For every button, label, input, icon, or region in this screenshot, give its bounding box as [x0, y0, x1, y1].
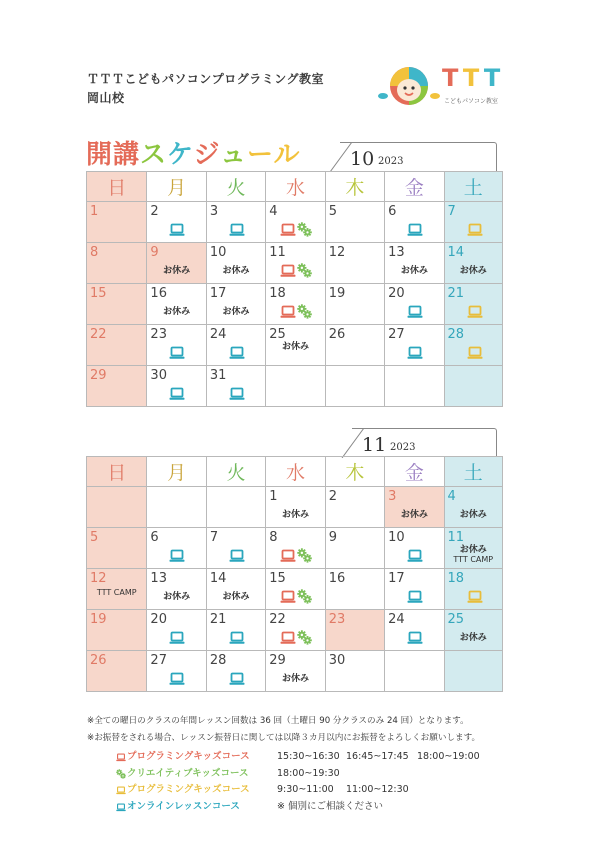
day-number: 26 [328, 327, 346, 342]
day-number: 27 [388, 327, 405, 342]
day-number: 29 [269, 653, 286, 668]
day-number: 9 [328, 530, 337, 545]
course-icons [229, 345, 246, 364]
day-number: 1 [269, 489, 278, 504]
calendar-day-cell [385, 325, 444, 366]
calendar-day-cell [266, 487, 325, 528]
day-number: 23 [150, 327, 167, 342]
day-number: 7 [447, 204, 456, 219]
laptop-icon [407, 548, 423, 567]
title-char: ー [247, 140, 274, 170]
laptop-icon [229, 548, 245, 567]
day-number: 11 [447, 530, 465, 545]
calendar-day-cell [325, 325, 384, 366]
month-header-october [340, 142, 497, 172]
day-number: 10 [388, 530, 405, 545]
course-icons [280, 222, 313, 241]
title-char: ス [140, 140, 168, 170]
calendar-day-cell [206, 569, 265, 610]
calendar-day-cell [385, 651, 444, 692]
course-icons [169, 222, 186, 241]
calendar-day-cell [206, 528, 265, 569]
weekday-header: 月 [147, 457, 206, 487]
calendar-day-cell [87, 487, 147, 528]
course-time: 9:30~11:00 [277, 784, 334, 795]
laptop-icon [229, 345, 245, 364]
day-number: 25 [447, 612, 465, 627]
closed-label: お休み [222, 266, 250, 276]
day-number: 17 [388, 571, 405, 586]
school-name [87, 70, 324, 108]
day-number: 25 [269, 327, 286, 342]
calendar-october [86, 171, 503, 407]
laptop-icon [280, 630, 296, 649]
gears-icon [297, 548, 312, 567]
laptop-icon [116, 802, 126, 812]
day-number: 2 [150, 204, 159, 219]
course-icons [467, 345, 484, 364]
calendar-day-cell [325, 366, 384, 407]
title-char: 講 [113, 140, 141, 170]
laptop-icon [407, 589, 423, 608]
day-number: 3 [388, 489, 397, 504]
calendar-day-cell [87, 651, 147, 692]
day-number: 14 [447, 245, 465, 260]
day-number: 9 [150, 245, 159, 260]
course-icons [229, 222, 246, 241]
laptop-icon [169, 222, 185, 241]
day-number: 6 [150, 530, 159, 545]
laptop-icon [407, 345, 423, 364]
calendar-day-cell [266, 325, 325, 366]
day-number: 7 [209, 530, 219, 545]
weekday-header: 日 [87, 172, 147, 202]
course-icons [280, 263, 313, 282]
calendar-day-cell [444, 284, 502, 325]
course-icons [467, 222, 484, 241]
schedule-title [86, 134, 301, 171]
title-char: ケ [167, 140, 194, 170]
closed-label: お休み [281, 674, 309, 684]
camp-label: TTT CAMP [453, 555, 494, 564]
weekday-header: 水 [266, 172, 325, 202]
day-number: 5 [328, 204, 337, 219]
laptop-icon [280, 222, 296, 241]
gears-icon [297, 630, 312, 649]
course-icons [169, 386, 186, 405]
course-icons [467, 304, 484, 323]
day-number: 13 [150, 571, 167, 586]
calendar-day-cell [87, 284, 147, 325]
course-icons [407, 222, 424, 241]
calendar-day-cell [325, 284, 384, 325]
calendar-day-cell [385, 366, 444, 407]
week-row [87, 487, 503, 528]
day-number: 16 [150, 286, 167, 301]
laptop-icon [229, 671, 245, 690]
week-row [87, 243, 503, 284]
year-label: 2023 [390, 442, 416, 453]
calendar-day-cell [266, 528, 325, 569]
month-number: 10 [350, 148, 375, 170]
notes [87, 713, 547, 747]
course-time: ※ 個別にご相談ください [277, 800, 383, 812]
closed-label: お休み [222, 592, 250, 602]
year-label: 2023 [378, 156, 404, 167]
calendar-day-cell [147, 284, 206, 325]
calendar-day-cell [206, 610, 265, 651]
calendar-day-cell [87, 366, 147, 407]
laptop-icon [467, 304, 483, 323]
calendar-day-cell [325, 243, 384, 284]
day-number: 1 [90, 204, 99, 219]
closed-label: お休み [163, 266, 191, 276]
day-number: 18 [269, 286, 286, 301]
calendar-day-cell [87, 610, 147, 651]
title-char: ジ [193, 140, 221, 170]
calendar-day-cell [385, 487, 444, 528]
weekday-header-row [87, 172, 503, 202]
day-number: 6 [388, 204, 397, 219]
calendar-day-cell [385, 528, 444, 569]
calendar-day-cell [385, 202, 444, 243]
calendar-november [86, 456, 503, 692]
logo-letter: T [483, 64, 505, 92]
week-row [87, 569, 503, 610]
laptop-icon [169, 345, 185, 364]
day-number: 27 [150, 653, 167, 668]
closed-label: お休み [163, 592, 191, 602]
laptop-icon [169, 386, 185, 405]
calendar-day-cell [444, 202, 502, 243]
laptop-icon [116, 752, 126, 762]
day-number: 24 [388, 612, 405, 627]
course-icons [169, 671, 186, 690]
day-number: 30 [150, 368, 167, 383]
course-icons [169, 630, 186, 649]
laptop-icon [467, 345, 483, 364]
note-line: ※全ての曜日のクラスの年間レッスン回数は 36 回（土曜日 90 分クラスのみ 24 回）となります。 [87, 716, 469, 726]
laptop-icon [116, 785, 126, 795]
calendar-day-cell [325, 487, 384, 528]
day-number: 4 [447, 489, 456, 504]
calendar-day-cell [266, 202, 325, 243]
laptop-icon [280, 589, 296, 608]
title-char: 開 [86, 140, 114, 170]
day-number: 13 [388, 245, 405, 260]
course-icons [407, 304, 424, 323]
day-number: 15 [269, 571, 286, 586]
course-icons [169, 345, 186, 364]
day-number: 20 [150, 612, 167, 627]
week-row [87, 528, 503, 569]
note-line: ※お振替をされる場合、レッスン振替日に関しては以降３カ月以内にお振替をよろしくお願いします。 [87, 733, 481, 743]
calendar-day-cell [87, 243, 147, 284]
weekday-header: 水 [266, 457, 325, 487]
day-number: 10 [209, 245, 227, 260]
laptop-icon [467, 589, 483, 608]
day-number: 17 [209, 286, 227, 301]
course-name: プログラミングキッズコース [127, 784, 250, 795]
day-number: 8 [90, 245, 99, 260]
course-icons [229, 630, 246, 649]
laptop-icon [280, 304, 296, 323]
laptop-icon [280, 263, 296, 282]
calendar-day-cell [266, 243, 325, 284]
day-number: 28 [447, 327, 465, 342]
calendar-day-cell [206, 325, 265, 366]
weekday-header: 金 [385, 457, 444, 487]
calendar-day-cell [147, 569, 206, 610]
course-icons [280, 548, 313, 567]
closed-label: お休み [459, 266, 487, 276]
week-row [87, 651, 503, 692]
day-number: 23 [328, 612, 346, 627]
laptop-icon [280, 548, 296, 567]
day-number: 28 [209, 653, 227, 668]
calendar-day-cell [325, 202, 384, 243]
weekday-header: 火 [206, 172, 265, 202]
calendar-day-cell [206, 487, 265, 528]
calendar-day-cell [444, 528, 502, 569]
calendar-day-cell [325, 569, 384, 610]
course-icons [280, 304, 313, 323]
week-row [87, 610, 503, 651]
weekday-header: 土 [444, 172, 502, 202]
laptop-icon [169, 630, 185, 649]
day-number: 5 [90, 530, 99, 545]
calendar-day-cell [266, 651, 325, 692]
day-number: 11 [269, 245, 286, 260]
day-number: 19 [90, 612, 107, 627]
calendar-day-cell [385, 243, 444, 284]
day-number: 26 [90, 653, 107, 668]
weekday-header: 日 [87, 457, 147, 487]
weekday-header: 土 [444, 457, 502, 487]
course-icons [229, 548, 246, 567]
calendar-day-cell [147, 487, 206, 528]
week-row [87, 325, 503, 366]
calendar-day-cell [206, 651, 265, 692]
closed-label: お休み [459, 545, 487, 555]
course-icons [280, 589, 313, 608]
calendar-day-cell [385, 569, 444, 610]
calendar-day-cell [444, 325, 502, 366]
calendar-day-cell [385, 610, 444, 651]
calendar-day-cell [266, 366, 325, 407]
school-name-line2: 岡山校 [87, 91, 125, 105]
calendar-day-cell [87, 325, 147, 366]
calendar-day-cell [147, 651, 206, 692]
course-name: クリエイティブキッズコース [127, 767, 249, 779]
calendar-day-cell [325, 610, 384, 651]
day-number: 18 [447, 571, 465, 586]
course-icons [229, 386, 246, 405]
calendar-day-cell [87, 202, 147, 243]
calendar-day-cell [147, 528, 206, 569]
laptop-icon [229, 222, 245, 241]
day-number: 4 [269, 204, 278, 219]
course-time: 15:30~16:30 [277, 751, 340, 762]
calendar-day-cell [444, 569, 502, 610]
course-time: 18:00~19:30 [277, 767, 340, 779]
closed-label: お休み [400, 510, 428, 520]
calendar-day-cell [266, 284, 325, 325]
course-icons [169, 548, 186, 567]
course-icons [467, 589, 484, 608]
course-icons [280, 630, 313, 649]
school-name-line1: ＴＴＴこどもパソコンプログラミング教室 [87, 72, 325, 86]
calendar-day-cell [147, 366, 206, 407]
day-number: 30 [328, 653, 346, 668]
course-name: プログラミングキッズコース [127, 751, 250, 762]
closed-label: お休み [163, 307, 191, 317]
laptop-icon [407, 630, 423, 649]
course-time: 16:45~17:45 [346, 751, 409, 762]
day-number: 31 [209, 368, 227, 383]
laptop-icon [229, 630, 245, 649]
mascot-logo-icon [378, 62, 440, 108]
calendar-day-cell [206, 284, 265, 325]
course-icons [407, 548, 424, 567]
day-number: 2 [328, 489, 337, 504]
course-time: 18:00~19:00 [417, 751, 480, 762]
week-row [87, 202, 503, 243]
gears-icon [297, 222, 312, 241]
weekday-header: 木 [325, 457, 384, 487]
closed-label: お休み [459, 633, 487, 643]
day-number: 14 [209, 571, 227, 586]
day-number: 15 [90, 286, 107, 301]
day-number: 20 [388, 286, 405, 301]
calendar-day-cell [266, 610, 325, 651]
closed-label: お休み [281, 510, 309, 520]
laptop-icon [407, 222, 423, 241]
day-number: 12 [328, 245, 346, 260]
course-icons [407, 589, 424, 608]
month-number: 11 [362, 434, 387, 456]
calendar-day-cell [87, 569, 147, 610]
weekday-header: 火 [206, 457, 265, 487]
day-number: 16 [328, 571, 346, 586]
day-number: 24 [209, 327, 227, 342]
calendar-day-cell [325, 651, 384, 692]
day-number: 22 [90, 327, 107, 342]
day-number: 29 [90, 368, 107, 383]
calendar-day-cell [444, 651, 502, 692]
course-icons [229, 671, 246, 690]
calendar-day-cell [206, 202, 265, 243]
day-number: 3 [209, 204, 219, 219]
course-icons [407, 630, 424, 649]
closed-label: お休み [281, 342, 309, 352]
calendar-day-cell [266, 569, 325, 610]
logo-subtitle: こどもパソコン教室 [444, 98, 498, 105]
closed-label: お休み [400, 266, 428, 276]
title-char: ュ [220, 140, 248, 170]
calendar-day-cell [444, 487, 502, 528]
calendar-day-cell [444, 366, 502, 407]
weekday-header: 月 [147, 172, 206, 202]
calendar-day-cell [444, 610, 502, 651]
calendar-day-cell [147, 610, 206, 651]
weekday-header-row [87, 457, 503, 487]
gears-icon [297, 589, 312, 608]
day-number: 8 [269, 530, 278, 545]
month-header-november [352, 428, 497, 458]
laptop-icon [407, 304, 423, 323]
gears-icon [297, 263, 312, 282]
logo-letter: T [442, 64, 463, 92]
week-row [87, 366, 503, 407]
day-number: 21 [209, 612, 227, 627]
title-char: ル [273, 140, 301, 170]
laptop-icon [169, 671, 185, 690]
calendar-day-cell [147, 243, 206, 284]
logo-text [442, 64, 504, 92]
day-number: 22 [269, 612, 286, 627]
laptop-icon [169, 548, 185, 567]
calendar-day-cell [147, 202, 206, 243]
calendar-day-cell [206, 243, 265, 284]
calendar-day-cell [206, 366, 265, 407]
course-icons [407, 345, 424, 364]
gears-icon [116, 769, 126, 779]
weekday-header: 金 [385, 172, 444, 202]
course-time: 11:00~12:30 [346, 784, 409, 795]
laptop-icon [229, 386, 245, 405]
calendar-day-cell [385, 284, 444, 325]
logo-letter: T [462, 64, 484, 92]
closed-label: お休み [459, 510, 487, 520]
calendar-day-cell [87, 528, 147, 569]
calendar-day-cell [444, 243, 502, 284]
course-name: オンラインレッスンコース [127, 800, 240, 812]
calendar-day-cell [147, 325, 206, 366]
ttt-logo [378, 62, 508, 108]
day-number: 19 [328, 286, 346, 301]
day-number: 21 [447, 286, 465, 301]
week-row [87, 284, 503, 325]
gears-icon [297, 304, 312, 323]
calendar-day-cell [325, 528, 384, 569]
camp-label: TTT CAMP [96, 588, 137, 597]
laptop-icon [467, 222, 483, 241]
day-number: 12 [90, 571, 107, 586]
closed-label: お休み [222, 307, 250, 317]
weekday-header: 木 [325, 172, 384, 202]
